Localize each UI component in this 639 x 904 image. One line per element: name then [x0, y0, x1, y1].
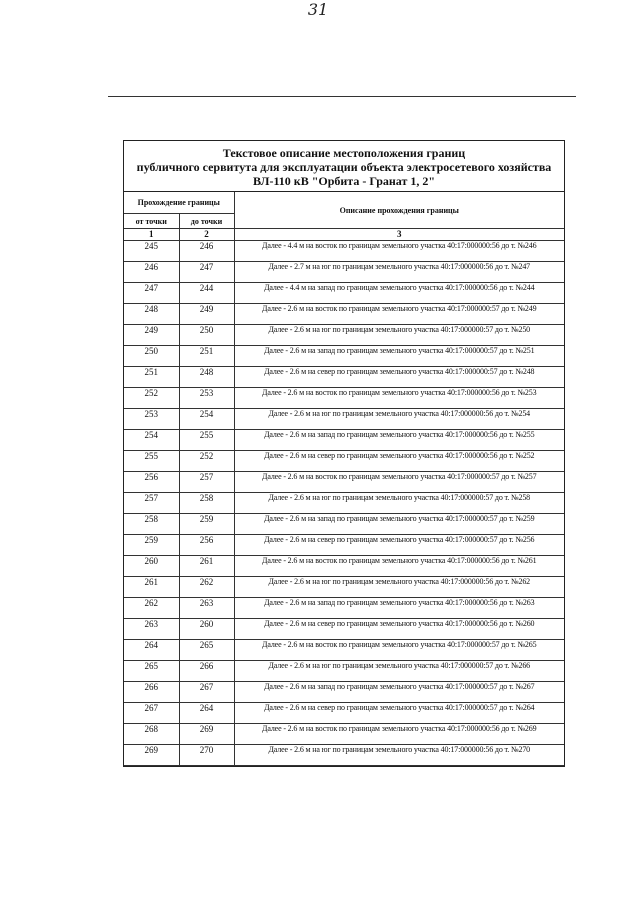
description-cell: Далее - 2.6 м на юг по границам земельного участка 40:17:000000:57 до т. №258 — [234, 493, 564, 514]
table-row — [124, 514, 564, 535]
from-point-cell: 248 — [124, 304, 179, 325]
column-number-3: 3 — [234, 229, 564, 241]
to-point-cell: 256 — [179, 535, 234, 556]
table-row — [124, 241, 564, 262]
description-cell: Далее - 2.6 м на запад по границам земельного участка 40:17:000000:57 до т. №251 — [234, 346, 564, 367]
description-cell: Далее - 2.6 м на восток по границам земельного участка 40:17:000000:56 до т. №253 — [234, 388, 564, 409]
to-point-cell: 262 — [179, 577, 234, 598]
description-cell: Далее - 2.6 м на запад по границам земельного участка 40:17:000000:57 до т. №267 — [234, 682, 564, 703]
description-cell: Далее - 2.6 м на восток по границам земельного участка 40:17:000000:56 до т. №261 — [234, 556, 564, 577]
to-point-cell: 255 — [179, 430, 234, 451]
table-row — [124, 409, 564, 430]
from-point-cell: 259 — [124, 535, 179, 556]
from-point-cell: 255 — [124, 451, 179, 472]
to-point-cell: 249 — [179, 304, 234, 325]
header-boundary-passage: Прохождение границы — [124, 192, 234, 214]
to-point-cell: 254 — [179, 409, 234, 430]
table-row — [124, 640, 564, 661]
to-point-cell: 266 — [179, 661, 234, 682]
table-row — [124, 388, 564, 409]
description-cell: Далее - 2.6 м на юг по границам земельного участка 40:17:000000:57 до т. №250 — [234, 325, 564, 346]
to-point-cell: 257 — [179, 472, 234, 493]
table-body — [124, 241, 564, 766]
from-point-cell: 267 — [124, 703, 179, 724]
from-point-cell: 251 — [124, 367, 179, 388]
table-row — [124, 262, 564, 283]
to-point-cell: 251 — [179, 346, 234, 367]
from-point-cell: 265 — [124, 661, 179, 682]
to-point-cell: 244 — [179, 283, 234, 304]
to-point-cell: 269 — [179, 724, 234, 745]
description-cell: Далее - 2.6 м на восток по границам земельного участка 40:17:000000:57 до т. №257 — [234, 472, 564, 493]
table-row — [124, 367, 564, 388]
table-row — [124, 619, 564, 640]
description-cell: Далее - 2.6 м на восток по границам земельного участка 40:17:000000:57 до т. №265 — [234, 640, 564, 661]
table-row — [124, 430, 564, 451]
table-row — [124, 724, 564, 745]
description-cell: Далее - 4.4 м на восток по границам земельного участка 40:17:000000:56 до т. №246 — [234, 241, 564, 262]
column-number-2: 2 — [179, 229, 234, 241]
header-from-point: от точки — [124, 214, 179, 229]
description-cell: Далее - 2.6 м на запад по границам земельного участка 40:17:000000:56 до т. №263 — [234, 598, 564, 619]
description-cell: Далее - 2.6 м на север по границам земельного участка 40:17:000000:57 до т. №256 — [234, 535, 564, 556]
title-line-2: публичного сервитута для эксплуатации объекта электросетевого хозяйства — [136, 160, 552, 174]
table-row — [124, 598, 564, 619]
to-point-cell: 267 — [179, 682, 234, 703]
header-rule — [108, 96, 576, 97]
from-point-cell: 245 — [124, 241, 179, 262]
table-row — [124, 535, 564, 556]
column-number-1: 1 — [124, 229, 179, 241]
from-point-cell: 256 — [124, 472, 179, 493]
table-row — [124, 703, 564, 724]
from-point-cell: 247 — [124, 283, 179, 304]
from-point-cell: 261 — [124, 577, 179, 598]
description-cell: Далее - 2.6 м на север по границам земельного участка 40:17:000000:56 до т. №260 — [234, 619, 564, 640]
from-point-cell: 263 — [124, 619, 179, 640]
document-title — [124, 141, 564, 192]
from-point-cell: 253 — [124, 409, 179, 430]
from-point-cell: 268 — [124, 724, 179, 745]
table-row — [124, 472, 564, 493]
from-point-cell: 246 — [124, 262, 179, 283]
from-point-cell: 252 — [124, 388, 179, 409]
description-cell: Далее - 2.6 м на запад по границам земельного участка 40:17:000000:57 до т. №259 — [234, 514, 564, 535]
table-row — [124, 325, 564, 346]
from-point-cell: 269 — [124, 745, 179, 766]
title-line-1: Текстовое описание местоположения границ — [222, 146, 466, 160]
to-point-cell: 252 — [179, 451, 234, 472]
to-point-cell: 253 — [179, 388, 234, 409]
description-cell: Далее - 2.7 м на юг по границам земельного участка 40:17:000000:56 до т. №247 — [234, 262, 564, 283]
description-cell: Далее - 2.6 м на юг по границам земельного участка 40:17:000000:57 до т. №266 — [234, 661, 564, 682]
from-point-cell: 257 — [124, 493, 179, 514]
table-row — [124, 346, 564, 367]
title-line-3: ВЛ-110 кВ "Орбита - Гранат 1, 2" — [252, 174, 436, 188]
to-point-cell: 261 — [179, 556, 234, 577]
table-row — [124, 556, 564, 577]
to-point-cell: 259 — [179, 514, 234, 535]
description-cell: Далее - 2.6 м на восток по границам земельного участка 40:17:000000:57 до т. №249 — [234, 304, 564, 325]
from-point-cell: 266 — [124, 682, 179, 703]
to-point-cell: 248 — [179, 367, 234, 388]
description-cell: Далее - 2.6 м на север по границам земельного участка 40:17:000000:56 до т. №252 — [234, 451, 564, 472]
to-point-cell: 246 — [179, 241, 234, 262]
description-cell: Далее - 2.6 м на юг по границам земельного участка 40:17:000000:56 до т. №254 — [234, 409, 564, 430]
to-point-cell: 265 — [179, 640, 234, 661]
from-point-cell: 262 — [124, 598, 179, 619]
description-cell: Далее - 2.6 м на север по границам земельного участка 40:17:000000:57 до т. №248 — [234, 367, 564, 388]
table-row — [124, 577, 564, 598]
to-point-cell: 264 — [179, 703, 234, 724]
table-row — [124, 283, 564, 304]
description-cell: Далее - 2.6 м на юг по границам земельного участка 40:17:000000:56 до т. №270 — [234, 745, 564, 766]
description-cell: Далее - 2.6 м на север по границам земельного участка 40:17:000000:57 до т. №264 — [234, 703, 564, 724]
description-cell: Далее - 2.6 м на юг по границам земельного участка 40:17:000000:56 до т. №262 — [234, 577, 564, 598]
from-point-cell: 254 — [124, 430, 179, 451]
table-row — [124, 304, 564, 325]
description-cell: Далее - 4.4 м на запад по границам земельного участка 40:17:000000:56 до т. №244 — [234, 283, 564, 304]
table-row — [124, 493, 564, 514]
from-point-cell: 264 — [124, 640, 179, 661]
from-point-cell: 250 — [124, 346, 179, 367]
from-point-cell: 249 — [124, 325, 179, 346]
table-row — [124, 661, 564, 682]
table-row — [124, 682, 564, 703]
header-to-point: до точки — [179, 214, 234, 229]
to-point-cell: 260 — [179, 619, 234, 640]
from-point-cell: 258 — [124, 514, 179, 535]
page-number: 31 — [307, 0, 329, 19]
from-point-cell: 260 — [124, 556, 179, 577]
to-point-cell: 250 — [179, 325, 234, 346]
table-row — [124, 451, 564, 472]
to-point-cell: 270 — [179, 745, 234, 766]
to-point-cell: 258 — [179, 493, 234, 514]
to-point-cell: 263 — [179, 598, 234, 619]
header-description: Описание прохождения границы — [234, 192, 564, 229]
description-cell: Далее - 2.6 м на восток по границам земельного участка 40:17:000000:56 до т. №269 — [234, 724, 564, 745]
boundary-table — [124, 192, 564, 766]
description-cell: Далее - 2.6 м на запад по границам земельного участка 40:17:000000:56 до т. №255 — [234, 430, 564, 451]
table-row — [124, 745, 564, 766]
to-point-cell: 247 — [179, 262, 234, 283]
document-box — [123, 140, 565, 767]
